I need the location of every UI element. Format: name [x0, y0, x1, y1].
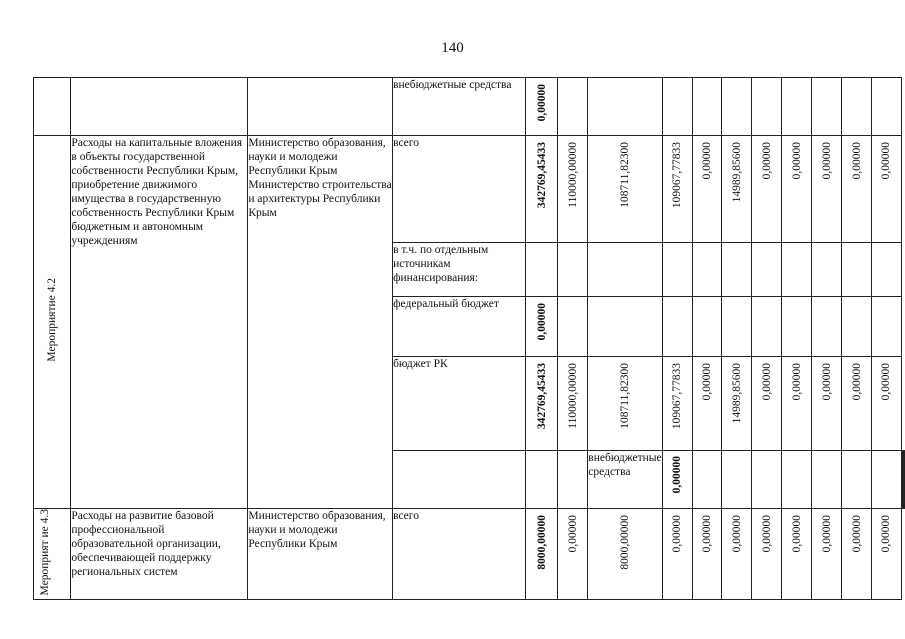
value-cell: 0,00000 [871, 136, 901, 243]
event-cell: Мероприят ие 4.3 [34, 509, 71, 600]
value-cell: 0,00000 [692, 136, 722, 243]
value-cell: 0,00000 [662, 509, 692, 600]
value-cell [525, 243, 558, 297]
value-cell: 108711,82300 [588, 357, 662, 451]
event-cell [393, 451, 526, 509]
value-cell [662, 297, 692, 357]
value-cell: 0,00000 [812, 136, 842, 243]
value-cell: 108711,82300 [588, 136, 662, 243]
value-cell [692, 243, 722, 297]
value-cell: 0,00000 [692, 357, 722, 451]
value-cell [588, 297, 662, 357]
value-cell: 0,00000 [722, 509, 752, 600]
value-cell [558, 297, 588, 357]
value-cell: 110000,00000 [558, 136, 588, 243]
value-cell [588, 78, 662, 136]
executor-cell: Министерство образования, науки и молодежи Республики Крым Министерство строительства и архитектуры Республики Крым [248, 136, 393, 509]
table-row [34, 509, 905, 600]
value-cell: 109067,77833 [662, 357, 692, 451]
value-cell [871, 297, 901, 357]
value-cell [871, 451, 901, 509]
executor-cell [248, 78, 393, 136]
value-cell: 0,00000 [812, 509, 842, 600]
name-cell [525, 451, 558, 509]
source-cell: в т.ч. по отдельным источникам финансирования: [393, 243, 526, 297]
value-cell: 0,00000 [842, 357, 872, 451]
value-cell [782, 451, 812, 509]
value-cell [558, 78, 588, 136]
value-cell [782, 243, 812, 297]
value-cell: 0,00000 [662, 451, 692, 509]
value-cell: 0,00000 [525, 297, 558, 357]
event-cell: Мероприятие 4.2 [34, 136, 71, 509]
value-cell [904, 451, 905, 509]
value-cell [752, 78, 782, 136]
value-cell: 109067,77833 [662, 136, 692, 243]
value-cell: 342769,45433 [525, 136, 558, 243]
value-cell: 0,00000 [752, 136, 782, 243]
source-cell: внебюджетные средства [588, 451, 662, 509]
value-cell [782, 297, 812, 357]
value-cell: 0,00000 [692, 509, 722, 600]
source-cell: всего [393, 509, 526, 600]
value-cell [812, 78, 842, 136]
value-cell [812, 297, 842, 357]
value-cell [842, 243, 872, 297]
event-cell [34, 78, 71, 136]
executor-cell [558, 451, 588, 509]
value-cell: 110000,00000 [558, 357, 588, 451]
name-cell: Расходы на развитие базовой профессиональной образовательной организации, обеспечивающей поддержку региональных систем [71, 509, 248, 600]
value-cell: 342769,45433 [525, 357, 558, 451]
value-cell [842, 78, 872, 136]
value-cell: 8000,00000 [525, 509, 558, 600]
table-row [34, 136, 905, 243]
value-cell: 0,00000 [842, 136, 872, 243]
name-cell [71, 78, 248, 136]
value-cell [662, 243, 692, 297]
value-cell: 14989,85600 [722, 357, 752, 451]
value-cell [722, 78, 752, 136]
value-cell: 0,00000 [525, 78, 558, 136]
source-cell: бюджет РК [393, 357, 526, 451]
value-cell: 0,00000 [558, 509, 588, 600]
value-cell: 0,00000 [752, 357, 782, 451]
value-cell [752, 297, 782, 357]
value-cell: 0,00000 [871, 509, 901, 600]
value-cell: 0,00000 [782, 509, 812, 600]
value-cell: 14989,85600 [722, 136, 752, 243]
value-cell [812, 243, 842, 297]
value-cell [812, 451, 842, 509]
value-cell [752, 243, 782, 297]
value-cell: 8000,00000 [588, 509, 662, 600]
value-cell: 0,00000 [812, 357, 842, 451]
value-cell: 0,00000 [871, 357, 901, 451]
value-cell [782, 78, 812, 136]
value-cell [692, 297, 722, 357]
value-cell [871, 243, 901, 297]
source-cell: всего [393, 136, 526, 243]
value-cell [558, 243, 588, 297]
value-cell [842, 297, 872, 357]
value-cell [692, 451, 722, 509]
value-cell: 0,00000 [842, 509, 872, 600]
value-cell [752, 451, 782, 509]
value-cell [871, 78, 901, 136]
executor-cell: Министерство образования, науки и молодежи Республики Крым [248, 509, 393, 600]
value-cell [722, 297, 752, 357]
value-cell: 0,00000 [782, 357, 812, 451]
source-cell: внебюджетные средства [393, 78, 526, 136]
value-cell [842, 451, 872, 509]
value-cell [692, 78, 722, 136]
value-cell [662, 78, 692, 136]
value-cell [722, 243, 752, 297]
budget-table [33, 77, 905, 600]
value-cell [722, 451, 752, 509]
value-cell [588, 243, 662, 297]
table-row [34, 78, 905, 136]
name-cell: Расходы на капитальные вложения в объекты государственной собственности Республики Крым, приобретение движимого имущества в государственную собственность Республики Крым бюджетным и автономным учреждениям [71, 136, 248, 509]
value-cell: 0,00000 [782, 136, 812, 243]
source-cell: федеральный бюджет [393, 297, 526, 357]
value-cell: 0,00000 [752, 509, 782, 600]
page-number: 140 [441, 40, 464, 56]
